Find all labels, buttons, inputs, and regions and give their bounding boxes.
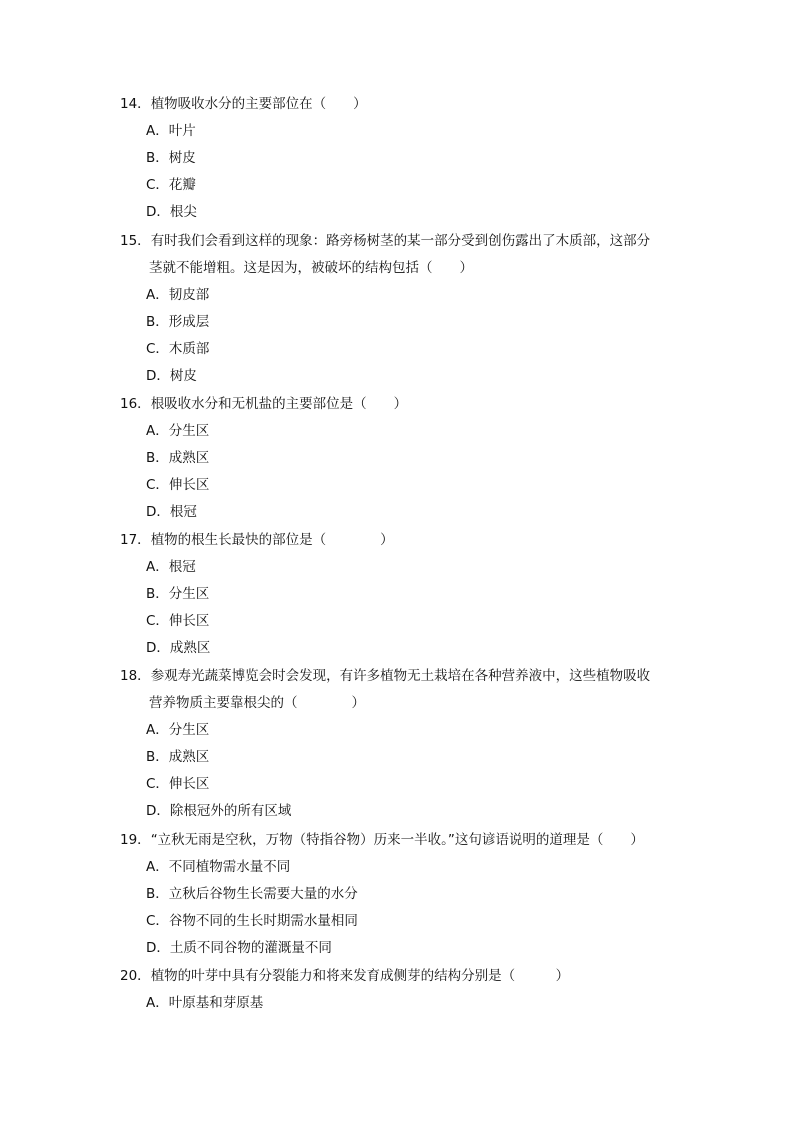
- option-c: C．木质部: [146, 341, 210, 357]
- question-stem: [120, 527, 680, 554]
- question-text: 有时我们会看到这样的现象：路旁杨树茎的某一部分受到创伤露出了木质部，这部分: [150, 233, 651, 249]
- option-b: B．树皮: [146, 150, 196, 166]
- question-stem: [120, 391, 680, 418]
- option-d: D．根尖: [146, 204, 197, 220]
- question-stem: [120, 228, 680, 255]
- option-d: D．根冠: [146, 504, 197, 520]
- option-c: C．谷物不同的生长时期需水量相同: [146, 913, 358, 929]
- question-stem: [120, 663, 680, 690]
- question-text-continued: 营养物质主要靠根尖的（ ）: [149, 695, 365, 711]
- question-text-continued: 茎就不能增粗。这是因为，被破坏的结构包括（ ）: [149, 260, 473, 276]
- question-number: 19．: [120, 832, 151, 848]
- question-stem: [120, 963, 680, 990]
- option-b: B．成熟区: [146, 749, 210, 765]
- option-a: A．不同植物需水量不同: [146, 859, 291, 875]
- question-number: 16．: [120, 396, 151, 412]
- option-c: C．伸长区: [146, 613, 210, 629]
- option-d: D．土质不同谷物的灌溉量不同: [146, 940, 332, 956]
- option-b: B．成熟区: [146, 450, 210, 466]
- option-a: A．叶原基和芽原基: [146, 995, 264, 1011]
- option-c: C．伸长区: [146, 776, 210, 792]
- question-number: 15．: [120, 233, 151, 249]
- question-18: [120, 663, 680, 825]
- question-number: 17．: [120, 532, 151, 548]
- option-b: B．立秋后谷物生长需要大量的水分: [146, 886, 358, 902]
- option-a: A．根冠: [146, 559, 196, 575]
- question-stem: [120, 827, 680, 854]
- question-text: 参观寿光蔬菜博览会时会发现，有许多植物无土栽培在各种营养液中，这些植物吸收: [150, 668, 651, 684]
- question-19: [120, 827, 680, 962]
- option-b: B．分生区: [146, 586, 210, 602]
- option-b: B．形成层: [146, 314, 210, 330]
- question-15: [120, 228, 680, 390]
- question-text: 植物吸收水分的主要部位在（ ）: [150, 96, 367, 112]
- question-17: [120, 527, 680, 662]
- option-d: D．除根冠外的所有区域: [146, 803, 292, 819]
- option-a: A．叶片: [146, 123, 196, 139]
- question-16: [120, 391, 680, 526]
- question-number: 20．: [120, 968, 151, 984]
- question-text: 根吸收水分和无机盐的主要部位是（ ）: [150, 396, 408, 412]
- question-text: “立秋无雨是空秋，万物（特指谷物）历来一半收。”这句谚语说明的道理是（ ）: [150, 832, 644, 848]
- question-text: 植物的根生长最快的部位是（ ）: [150, 532, 394, 548]
- question-number: 14．: [120, 96, 151, 112]
- question-14: [120, 91, 680, 226]
- question-20: [120, 963, 680, 1017]
- option-c: C．伸长区: [146, 477, 210, 493]
- option-d: D．树皮: [146, 368, 197, 384]
- question-stem: [120, 91, 680, 118]
- option-d: D．成熟区: [146, 640, 211, 656]
- question-number: 18．: [120, 668, 151, 684]
- option-a: A．韧皮部: [146, 287, 210, 303]
- option-c: C．花瓣: [146, 177, 196, 193]
- question-text: 植物的叶芽中具有分裂能力和将来发育成侧芽的结构分别是（ ）: [150, 968, 570, 984]
- option-a: A．分生区: [146, 423, 210, 439]
- option-a: A．分生区: [146, 722, 210, 738]
